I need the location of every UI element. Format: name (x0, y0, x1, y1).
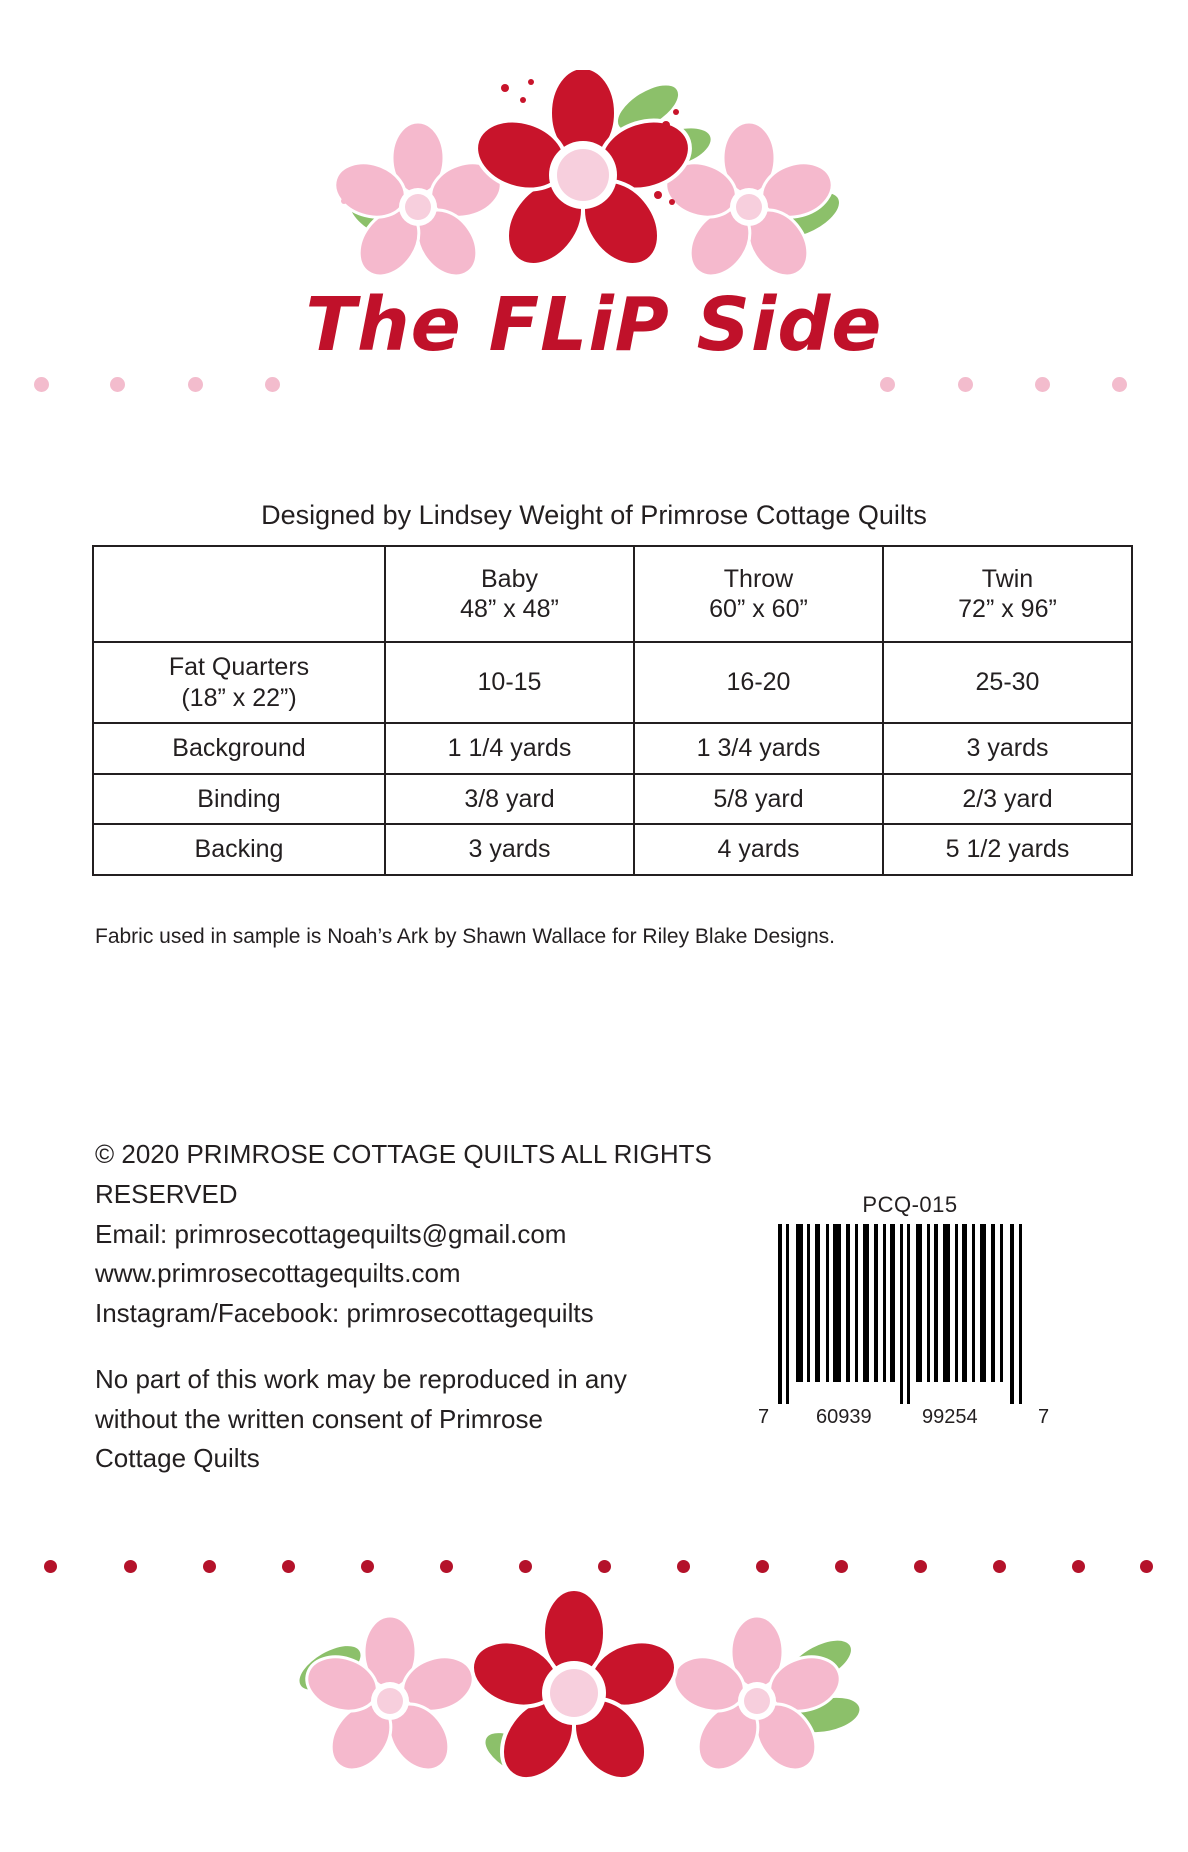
cell-fat-quarters-throw: 16-20 (634, 642, 883, 723)
cell-backing-baby: 3 yards (385, 824, 634, 875)
dot-divider-top (0, 376, 1188, 392)
top-flower-decoration (0, 70, 1188, 280)
legal-spacer (95, 1334, 735, 1360)
reproduction-line-1: No part of this work may be reproduced in any (95, 1363, 627, 1394)
column-size: 72” x 96” (958, 595, 1057, 623)
row-label: Fat Quarters (168, 653, 310, 681)
website-line: www.primrosecottagequilts.com (95, 1258, 461, 1289)
column-header-twin (883, 546, 1132, 642)
barcode-image (770, 1224, 1050, 1404)
row-label-fat-quarters (93, 642, 385, 723)
sku-label: PCQ-015 (862, 1192, 958, 1217)
page-title: The FLiP Side (305, 282, 883, 368)
social-line: Instagram/Facebook: primrosecottagequilts (95, 1298, 594, 1329)
column-header-throw (634, 546, 883, 642)
fabric-note: Fabric used in sample is Noah’s Ark by Shawn Wallace for Riley Blake Designs. (95, 925, 835, 948)
flower-pink-left-bottom (300, 1616, 481, 1781)
table-row (93, 723, 1132, 774)
cell-binding-throw: 5/8 yard (634, 774, 883, 825)
row-label-binding: Binding (93, 774, 385, 825)
flower-red-center-bottom (464, 1590, 685, 1793)
barcode-group-2: 99254 (922, 1406, 978, 1428)
column-header-baby (385, 546, 634, 642)
column-size: 60” x 60” (709, 595, 808, 623)
reproduction-line-3: Cottage Quilts (95, 1443, 260, 1474)
cell-fat-quarters-baby: 10-15 (385, 642, 634, 723)
barcode-right-digit: 7 (1038, 1406, 1050, 1428)
row-label-background: Background (93, 723, 385, 774)
table-row (93, 824, 1132, 875)
row-label-backing: Backing (93, 824, 385, 875)
cell-backing-throw: 4 yards (634, 824, 883, 875)
column-name: Throw (723, 564, 794, 593)
cell-backing-twin: 5 1/2 yards (883, 824, 1132, 875)
dot-divider-bottom (0, 1558, 1188, 1574)
barcode-left-digit: 7 (758, 1406, 770, 1428)
table-row (93, 774, 1132, 825)
row-sublabel: (18” x 22”) (181, 683, 297, 712)
table-header-row (93, 546, 1132, 642)
cell-fat-quarters-twin: 25-30 (883, 642, 1132, 723)
designer-credit: Designed by Lindsey Weight of Primrose Cottage Quilts (261, 500, 927, 530)
cell-binding-baby: 3/8 yard (385, 774, 634, 825)
yardage-table (92, 545, 1092, 876)
barcode-digits (758, 1406, 1050, 1432)
column-name: Twin (981, 564, 1034, 593)
table-row (93, 642, 1132, 723)
copyright-line: © 2020 PRIMROSE COTTAGE QUILTS ALL RIGHTS RESERVED (95, 1139, 712, 1209)
cell-binding-twin: 2/3 yard (883, 774, 1132, 825)
barcode-block (760, 1192, 1060, 1432)
bottom-flower-decoration (0, 1590, 1188, 1810)
flower-pink-right-bottom (667, 1616, 848, 1781)
column-size: 48” x 48” (460, 595, 559, 623)
table-corner-cell (93, 546, 385, 642)
cell-background-baby: 1 1/4 yards (385, 723, 634, 774)
reproduction-line-2: without the written consent of Primrose (95, 1403, 543, 1434)
cell-background-throw: 1 3/4 yards (634, 723, 883, 774)
barcode-group-1: 60939 (816, 1406, 872, 1428)
legal-block (95, 1135, 735, 1479)
email-line: Email: primrosecottagequilts@gmail.com (95, 1218, 567, 1249)
column-name: Baby (481, 564, 538, 593)
cell-background-twin: 3 yards (883, 723, 1132, 774)
